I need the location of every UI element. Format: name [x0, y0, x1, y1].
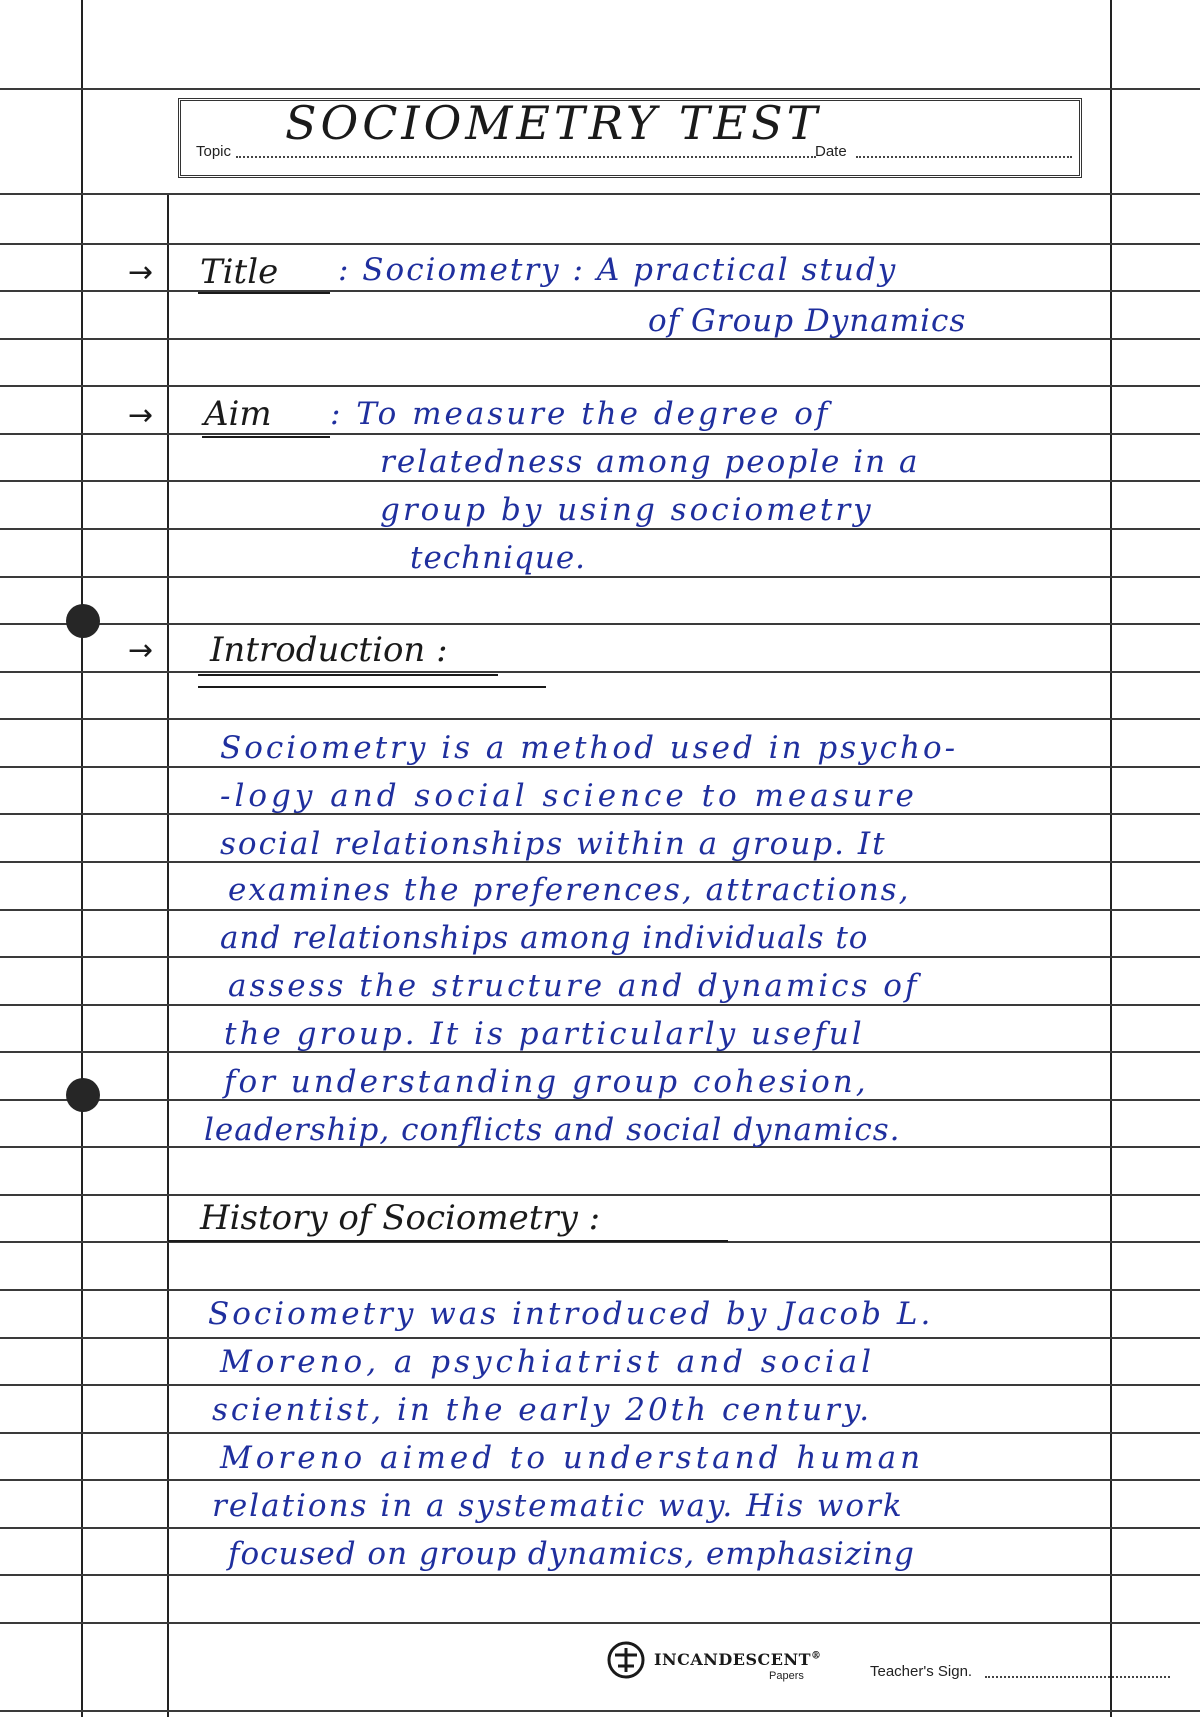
introduction-heading: Introduction :	[210, 630, 448, 670]
ruled-line	[0, 1479, 1200, 1481]
ruled-line	[0, 766, 1200, 768]
date-dotted-line	[856, 156, 1072, 158]
aim-heading: Aim	[204, 394, 272, 434]
ruled-line	[0, 433, 1200, 435]
ruled-line	[0, 385, 1200, 387]
introduction-line-4: examines the preferences, attractions,	[228, 872, 911, 908]
aim-line-4: technique.	[410, 540, 587, 576]
history-line-4: Moreno aimed to understand human	[220, 1440, 925, 1476]
brand-name-text: INCANDESCENT	[654, 1650, 811, 1669]
ruled-line	[0, 243, 1200, 245]
ruled-line	[0, 1527, 1200, 1529]
introduction-line-5: and relationships among individuals to	[220, 920, 869, 956]
history-line-5: relations in a systematic way. His work	[212, 1488, 904, 1524]
introduction-line-2: -logy and social science to measure	[220, 778, 918, 814]
ruled-line	[0, 1384, 1200, 1386]
title-line-1: : Sociometry : A practical study	[338, 252, 898, 288]
date-label: Date	[815, 143, 847, 160]
ruled-line	[0, 338, 1200, 340]
introduction-line-1: Sociometry is a method used in psycho-	[220, 730, 959, 766]
ruled-line	[0, 528, 1200, 530]
topic-label: Topic	[196, 143, 232, 160]
history-line-2: Moreno, a psychiatrist and social	[220, 1344, 876, 1380]
history-heading: History of Sociometry :	[200, 1198, 601, 1238]
title-line-2: of Group Dynamics	[648, 303, 967, 339]
history-heading-underline	[168, 1240, 728, 1242]
punch-hole	[66, 1078, 100, 1112]
ruled-line	[0, 1337, 1200, 1339]
ruled-line	[0, 1432, 1200, 1434]
ruled-line	[0, 193, 1200, 195]
title-heading: Title	[200, 252, 279, 292]
arrow-right-icon: →	[128, 255, 154, 290]
ruled-line	[0, 1004, 1200, 1006]
introduction-line-3: social relationships within a group. It	[220, 826, 887, 862]
brand-name	[654, 1640, 821, 1669]
ruled-line	[0, 1710, 1200, 1712]
ruled-line	[0, 671, 1200, 673]
ruled-line	[0, 576, 1200, 578]
history-line-6: focused on group dynamics, emphasizing	[228, 1536, 915, 1572]
aim-heading-underline	[202, 436, 330, 438]
left-margin-line	[81, 0, 83, 1717]
ruled-line	[0, 956, 1200, 958]
ruled-line	[0, 290, 1200, 292]
ruled-line	[0, 1622, 1200, 1624]
punch-hole	[66, 604, 100, 638]
right-margin-line	[1110, 0, 1112, 1717]
page-title: SOCIOMETRY TEST	[285, 96, 822, 150]
introduction-heading-underline	[198, 674, 498, 676]
ruled-line	[0, 909, 1200, 911]
introduction-line-9: leadership, conflicts and social dynamics.	[204, 1112, 901, 1148]
aim-line-3: group by using sociometry	[380, 492, 874, 528]
history-line-1: Sociometry was introduced by Jacob L.	[208, 1296, 934, 1332]
title-heading-underline	[198, 292, 330, 294]
introduction-heading-underline	[198, 686, 546, 688]
teacher-sign-dotted-line	[985, 1676, 1170, 1678]
aim-line-2: relatedness among people in a	[380, 444, 920, 480]
introduction-line-8: for understanding group cohesion,	[224, 1064, 869, 1100]
ruled-line	[0, 1289, 1200, 1291]
brand-registered-mark: ®	[810, 1650, 822, 1662]
introduction-line-7: the group. It is particularly useful	[224, 1016, 865, 1052]
arrow-right-icon: →	[128, 633, 154, 668]
ruled-line	[0, 88, 1200, 90]
ruled-line	[0, 1194, 1200, 1196]
brand-subtitle: Papers	[769, 1670, 804, 1682]
ruled-line	[0, 1574, 1200, 1576]
topic-dotted-line	[236, 156, 816, 158]
inner-margin-line	[167, 193, 169, 1717]
ruled-line	[0, 480, 1200, 482]
incandescent-logo-icon	[606, 1640, 646, 1680]
ruled-line	[0, 718, 1200, 720]
teacher-sign-label: Teacher's Sign.	[870, 1663, 973, 1680]
arrow-right-icon: →	[128, 398, 154, 433]
introduction-line-6: assess the structure and dynamics of	[228, 968, 920, 1004]
ruled-line	[0, 623, 1200, 625]
aim-line-1: : To measure the degree of	[330, 396, 831, 432]
history-line-3: scientist, in the early 20th century.	[212, 1392, 873, 1428]
